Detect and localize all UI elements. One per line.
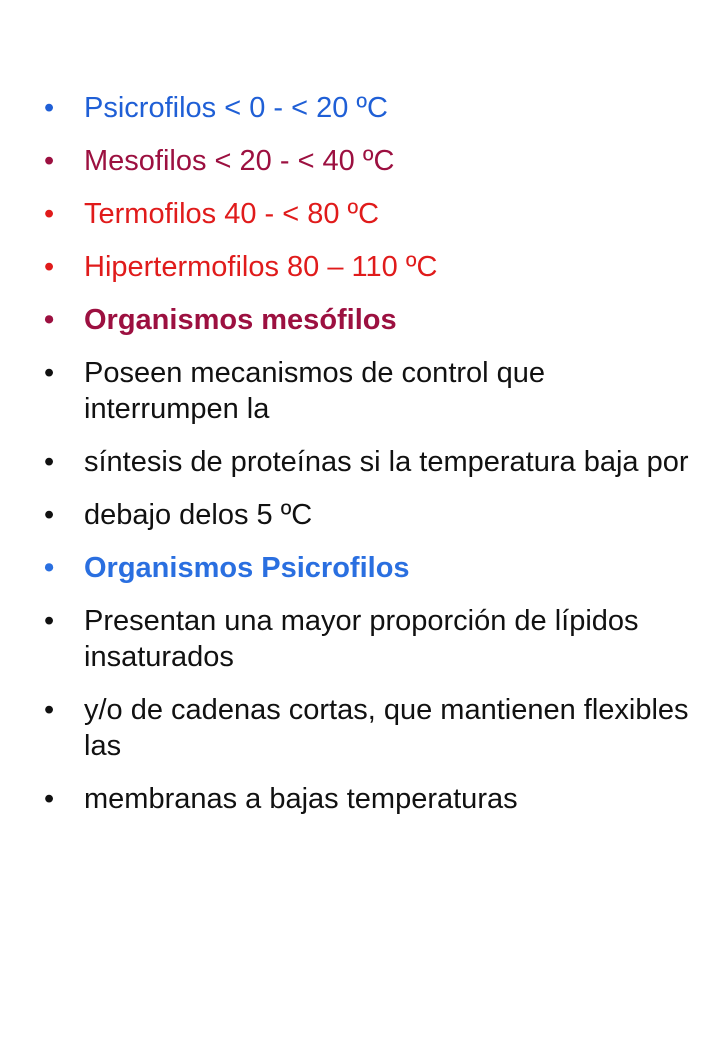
list-item — [44, 781, 694, 817]
bullet-list — [44, 90, 694, 834]
list-item-text: debajo delos 5 ºC — [84, 499, 313, 531]
list-item-text: Poseen mecanismos de control que interrumpen la — [84, 357, 546, 425]
list-item — [44, 90, 694, 126]
list-item — [44, 249, 694, 285]
list-item-text: Termofilos 40 - < 80 ºC — [84, 198, 380, 230]
bullet-icon: • — [44, 499, 55, 531]
list-item-text: Organismos mesófilos — [84, 304, 397, 336]
bullet-icon: • — [44, 145, 55, 177]
list-item — [44, 692, 694, 764]
bullet-icon: • — [44, 198, 55, 230]
list-item-text: Psicrofilos < 0 - < 20 ºC — [84, 92, 388, 124]
bullet-icon: • — [44, 446, 55, 478]
list-item-text: Presentan una mayor proporción de lípidos insaturados — [84, 605, 639, 673]
bullet-icon: • — [44, 357, 55, 389]
list-item-text: síntesis de proteínas si la temperatura baja por — [84, 446, 689, 478]
list-item — [44, 302, 694, 338]
bullet-icon: • — [44, 552, 55, 584]
bullet-icon: • — [44, 92, 55, 124]
list-item — [44, 355, 694, 427]
bullet-icon: • — [44, 694, 55, 726]
bullet-icon: • — [44, 251, 55, 283]
list-item — [44, 143, 694, 179]
bullet-icon: • — [44, 605, 55, 637]
list-item-text: Hipertermofilos 80 – 110 ºC — [84, 251, 438, 283]
bullet-icon: • — [44, 304, 55, 336]
list-item-text: Organismos Psicrofilos — [84, 552, 410, 584]
list-item-text: y/o de cadenas cortas, que mantienen flexibles las — [84, 694, 689, 762]
list-item — [44, 550, 694, 586]
list-item — [44, 603, 694, 675]
list-item-text: Mesofilos < 20 - < 40 ºC — [84, 145, 395, 177]
list-item-text: membranas a bajas temperaturas — [84, 783, 518, 815]
bullet-icon: • — [44, 783, 55, 815]
list-item — [44, 196, 694, 232]
list-item — [44, 497, 694, 533]
list-item — [44, 444, 694, 480]
